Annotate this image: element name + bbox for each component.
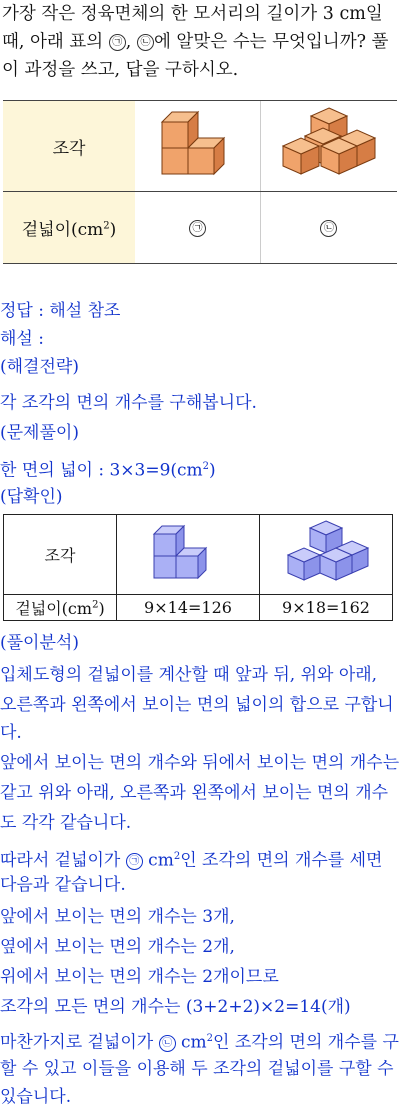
face-area-text: 한 면의 넓이 : 3×3=9(cm <box>0 460 203 481</box>
answer-line: 정답 : 해설 참조 <box>0 301 121 321</box>
analysis-p2a: 앞에서 보이는 면의 개수와 뒤에서 보이는 면의 개수는 <box>0 753 400 773</box>
analysis-p2b: 같고 위와 아래, 오른쪽과 왼쪽에서 보이는 면의 개수 <box>0 783 389 803</box>
analysis-p6: 위에서 보이는 면의 개수는 2개이므로 <box>0 967 279 987</box>
analysis-p3b: 다음과 같습니다. <box>0 875 126 895</box>
explanation-label: 해설 : <box>0 329 44 349</box>
face-area-line <box>0 456 216 482</box>
question-line-2-start: 때, 아래 표의 <box>2 32 104 52</box>
marker-a: ㉠ <box>109 34 126 51</box>
table1-cell-b <box>260 192 397 264</box>
area-label-2: 겉넓이(cm <box>15 599 93 618</box>
area-exponent-2: 2 <box>92 599 99 611</box>
analysis-p4: 앞에서 보이는 면의 개수는 3개, <box>0 907 235 927</box>
p3a-unit: cm <box>148 850 174 871</box>
question-line-1: 가장 작은 정육면체의 한 모서리의 길이가 3 cm일 <box>2 4 383 24</box>
marker-separator: , <box>125 32 132 52</box>
analysis-p2c: 도 각각 같습니다. <box>0 813 132 833</box>
table1-piece-a <box>135 101 260 192</box>
check-heading: (답확인) <box>0 487 63 507</box>
p8-end: 인 조각의 면의 개수를 구 <box>213 1032 399 1053</box>
table2-piece-b <box>260 515 393 595</box>
marker-b-inline: ㉡ <box>159 1035 176 1052</box>
table1-row-label-area <box>3 192 135 264</box>
question-line-2-end: 에 알맞은 수는 무엇입니까? 풀 <box>153 32 389 52</box>
p8-exponent: 2 <box>206 1033 214 1044</box>
analysis-p1a: 입체도형의 겉넓이를 계산할 때 앞과 뒤, 위와 아래, <box>0 665 378 685</box>
analysis-p8 <box>0 1028 399 1054</box>
orange-cubes-piece-a <box>142 104 252 184</box>
p8-unit: cm <box>181 1032 207 1053</box>
p3a-end: 인 조각의 면의 개수를 세면 <box>180 850 383 871</box>
table1-piece-b <box>260 101 397 192</box>
question-text <box>2 0 400 84</box>
p3a-start: 따라서 겉넓이가 <box>0 850 121 871</box>
face-area-close: ) <box>209 460 216 481</box>
blank-b: ㉡ <box>320 220 337 237</box>
table1-row-label-piece: 조각 <box>3 101 135 192</box>
area-close: ) <box>109 220 117 240</box>
analysis-heading: (풀이분석) <box>0 633 79 653</box>
analysis-p10: 있습니다. <box>0 1087 72 1107</box>
marker-a-inline: ㉠ <box>126 853 143 870</box>
table2-row-label-piece: 조각 <box>4 515 117 595</box>
purple-cubes-piece-a <box>148 520 228 586</box>
problem-table <box>3 100 397 264</box>
analysis-p7: 조각의 모든 면의 개수는 (3+2+2)×2=14(개) <box>0 997 351 1017</box>
area-exponent: 2 <box>103 220 110 232</box>
analysis-p1b: 오른쪽과 왼쪽에서 보이는 면의 넓이의 합으로 구합니 <box>0 695 394 715</box>
area-label: 겉넓이(cm <box>21 220 104 240</box>
question-line-2 <box>2 28 400 56</box>
purple-cubes-piece-b <box>276 517 376 589</box>
blank-a: ㉠ <box>189 220 206 237</box>
table2-value-a: 9×14=126 <box>117 595 260 621</box>
solution-heading: (문제풀이) <box>0 423 79 443</box>
table2-piece-a <box>117 515 260 595</box>
p3a-exponent: 2 <box>173 851 181 862</box>
analysis-p3a <box>0 846 382 872</box>
analysis-p1c: 다. <box>0 723 22 743</box>
answer-table <box>3 514 393 621</box>
question-line-3: 이 과정을 쓰고, 답을 구하시오. <box>2 60 239 80</box>
strategy-text: 각 조각의 면의 개수를 구해봅니다. <box>0 393 257 413</box>
table2-row-label-area <box>4 595 117 621</box>
analysis-p5: 옆에서 보이는 면의 개수는 2개, <box>0 937 235 957</box>
area-close-2: ) <box>98 599 105 618</box>
orange-cubes-piece-b <box>269 102 389 186</box>
table2-value-b: 9×18=162 <box>260 595 393 621</box>
p8-start: 마찬가지로 겉넓이가 <box>0 1032 154 1053</box>
analysis-p9: 할 수 있고 이들을 이용해 두 조각의 겉넓이를 구할 수 <box>0 1059 394 1079</box>
table1-cell-a <box>135 192 260 264</box>
face-area-exponent: 2 <box>202 461 210 472</box>
marker-b: ㉡ <box>137 34 154 51</box>
strategy-heading: (해결전략) <box>0 357 79 377</box>
